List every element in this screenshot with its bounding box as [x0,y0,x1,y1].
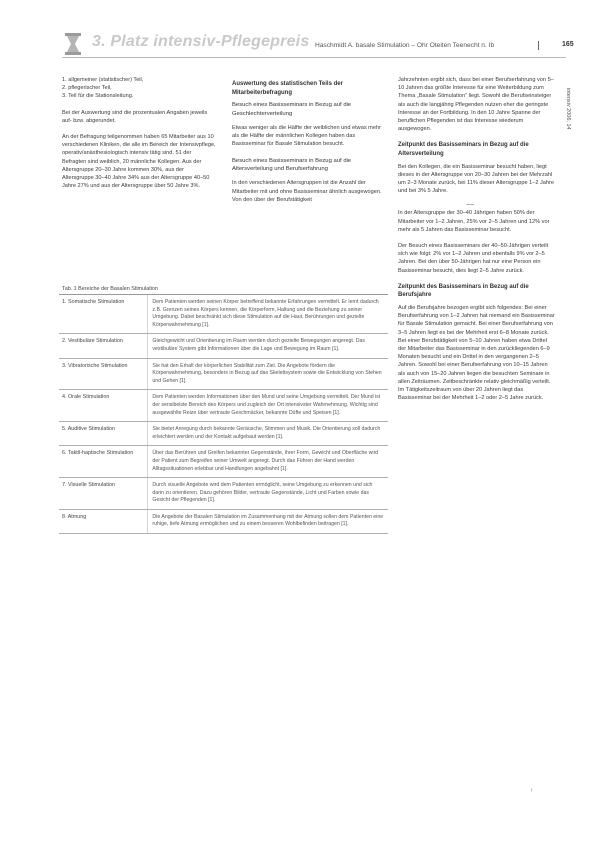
header-divider [538,41,539,50]
subsection-heading: Besuch eines Basisseminars in Bezug auf die Altersverteilung und Berufserfahrung [232,157,352,173]
table-row [59,478,388,510]
paragraph: In den verschiedenen Altersgruppen ist die Anzahl der Mitarbeiter mit und ohne Basisseminar ähnlich ausgewogen. Von den über der Berufstätigkeit [232,180,382,203]
subsection-heading: Zeitpunkt des Basisseminars in Bezug auf die Altersverteilung [398,142,529,158]
section-heading: Auswertung des statistischen Teils der Mitarbeiterbefragung [232,81,343,96]
column-2 [232,80,386,212]
table-cell-area: 1. Somatische Stimulation [59,295,148,333]
list-item: 2. pflegerischer Teil, [62,85,112,92]
column-1 [62,76,216,198]
table-row [59,390,388,422]
table-cell-description: Dem Patienten werden Informationen über den Mund und seine Umgebung vermittelt. Der Mund ist der sensibelste Bereich des Körpers und zugleich der Ort intensivster Wahrnehmung. Wichtig sind ausgewählte Reize über vertraute Geschmäcker, bekannte Düfte und Speisen [1]. [152,394,381,416]
table-cell-area: 5. Auditive Stimulation [59,422,148,445]
table-row [59,446,388,478]
table-row [59,359,388,391]
table-caption: Tab. 1 Bereiche der Basalen Stimulation [62,286,158,292]
table-cell-description: Dem Patienten werden seinen Körper betreffend bekannte Erfahrungen vermittelt. Er lernt dadurch z.B. Grenzen seines Körpers kennen, die Körperform, Haltung und die Beziehung zu seiner Umgebung. Dabei beschränkt sich diese Stimulation auf die Haut, Berührungen und gezielte Körperwahrnehmung [1]. [152,299,379,328]
table-row [59,295,388,334]
list-item: 3. Teil für die Stationsleitung. [62,93,134,100]
header-subtitle: Haschmidt A. basale Stimulation – Ohr Oteiten Teenecht n. Ib [315,42,495,49]
stimulation-table [59,294,388,534]
numbered-list [62,76,216,101]
table-row [59,422,388,446]
table-cell-description: Durch visuelle Angebote wird dem Patienten ermöglicht, seine Umgebung zu erkennen und sich darin zu orientieren. Dazu gehören Bilder, vertraute Gegenstände, Licht und Farben sowie das Gesicht der Pflegenden [1]. [152,482,373,504]
header-title: 3. Platz intensiv-Pflegepreis [92,33,310,50]
paragraph: An der Befragung teilgenommen haben 65 Mitarbeiter aus 10 verschiedenen Kliniken, die alle im Bereich der Intensivpflege, operativ/anästhesiologisch intensiv tätig sind. 51 der Befragten sind weiblich, 20 männliche Kollegen. Aus der Altersgruppe 20–30 Jahre kommen 30%, aus der Altersgruppe 30–40 Jahre 34% aus der Altersgruppe 40–50 Jahre 27% und aus der Altersgruppe über 50 Jahre 3%. [62,134,216,190]
paragraph: Der Besuch eines Basisseminars der 40–50-Jährigen verteilt sich wie folgt: 2% vor 1–2 Jahren und ebenfalls 9% vor 2–5 Jahren. Bei den über 50-Jährigen hat nur eine Person ein Basisseminar besucht, dies liegt 2–5 Jahre zurück. [398,243,549,274]
subsection-heading: Zeitpunkt des Basisseminars in Bezug auf die Berufsjahre [398,283,529,299]
award-logo-icon [62,32,84,56]
table-cell-description: Sie bietet Anregung durch bekannte Geräusche, Stimmen und Musik. Die Orientierung soll dadurch erleichtert werden und der Kontakt aufgebaut werden [1]. [152,426,381,440]
paragraph: In der Altersgruppe der 30–40 Jährigen haben 50% der Mitarbeiter vor 1–2 Jahren, 25% vor 2–5 Jahren und 12% vor mehr als 5 Jahren das Basisseminar besucht. [398,210,550,233]
paragraph: Etwas weniger als die Hälfte der weiblichen und etwas mehr als die Hälfte der männlichen Kollegen haben das Basisseminar für Basale Stimulation besucht. [232,125,381,148]
table-cell-description: Über das Berühren und Greifen bekannter Gegenstände, ihrer Form, Gewicht und Oberfläche wird der Patient zum Begreifen seiner Umwelt angeregt. Durch das Führen der Hand werden Alltagssituationen erlebbar und Handlungen angebahnt [1]. [152,450,379,472]
bottom-mark: ↑ [530,788,533,794]
table-row [59,334,388,358]
table-cell-area: 2. Vestibuläre Stimulation [59,334,148,357]
table-cell-area: 6. Taktil-haptische Stimulation [59,446,148,477]
paragraph: Bei den Kollegen, die ein Basisseminar besucht haben, liegt dieses in der Altersgruppe von 20–30 Jahren bei der Mehrzahl um 2–3 Monate zurück, bei 11% dieser Altersgruppe 1–2 Jahre und bei 3% 5 Jahre. [398,163,554,195]
table-cell-area: 4. Orale Stimulation [59,390,148,421]
table-row [59,510,388,534]
table-cell-description: Gleichgewicht und Orientierung im Raum werden durch gezielte Bewegungen angeregt. Das vestibuläre System gibt Informationen über die Lage und Bewegung im Raum [1]. [152,338,365,352]
paragraph: Auf die Berufsjahre bezogen ergibt sich folgendes: Bei einer Berufserfahrung von 1–2 Jahren hat niemand ein Basisseminar für Basale Stimulation gemacht. Bei einer Berufserfahrung von 3–5 Jahren liegt es bei der Mehrheit erst 6–8 Monate zurück. Bei einer Berufstätigkeit von 5–10 Jahren haben etwa Drittel der Mitarbeiter das Basisseminar in den zurückliegenden 6–9 Monaten besucht und ein Drittel in den vergangenen 2–5 Jahren. Sowohl bei einer Berufserfahrung von 10–15 Jahren als auch von 15–20 Jahren liegen die besuchten Seminare in allen Zeiträumen. Zeitbeschränkte relativ gleichmäßig verteilt. Im Tätigkeitszeitraum von über 20 Jahren liegt das Basisseminar bei der Mehrheit 1–2 oder 2–5 Jahre zurück. [398,305,555,402]
header-rule [62,57,566,58]
page-number: 165 [562,41,574,48]
handwritten-mark: ~~ [466,202,475,210]
column-3 [398,76,556,410]
paragraph: Jahrzehnten ergibt sich, dass bei einer Berufserfahrung von 5–10 Jahren das größte Interesse für eine Weiterbildung zum Thema „Basale Stimulation“ liegt. Sowohl die Berufseinsteiger als auch die langjährig Pflegenden nutzen eher die geringste Interesse an der Fortbildung. In den 10 Jahre Spanne der beruflichen Pflegenden ist das Interesse wiederum ausgewogen. [398,77,554,133]
table-cell-area: 3. Vibratorische Stimulation [59,359,148,390]
paragraph: Bei der Auswertung sind die prozentualen Angaben jeweils auf- bzw. abgerundet. [62,109,208,124]
list-item: 1. allgemeiner (statistischer) Teil, [62,77,144,83]
subsection-heading: Besuch eines Basisseminars in Bezug auf die Geschlechterverteilung [232,102,352,117]
table-cell-area: 8. Atmung [59,510,148,533]
table-cell-description: Sie hat den Erhalt der körperlichen Stabilität zum Ziel. Die Angebote fördern die Körperwahrnehmung, besonders in Bezug auf das Skelettsystem sowie die Entwicklung von Stehen und Gehen [1]. [152,362,382,384]
table-cell-description: Die Angebote der Basalen Stimulation im Zusammenhang mit der Atmung sollen dem Patienten eine ruhige, tiefe Atmung ermöglichen und zu einem besseren Wohlbefinden beitragen [1]. [152,513,384,528]
table-cell-area: 7. Visuelle Stimulation [59,478,148,509]
side-label: intensiv 2006; 14 [565,88,571,130]
